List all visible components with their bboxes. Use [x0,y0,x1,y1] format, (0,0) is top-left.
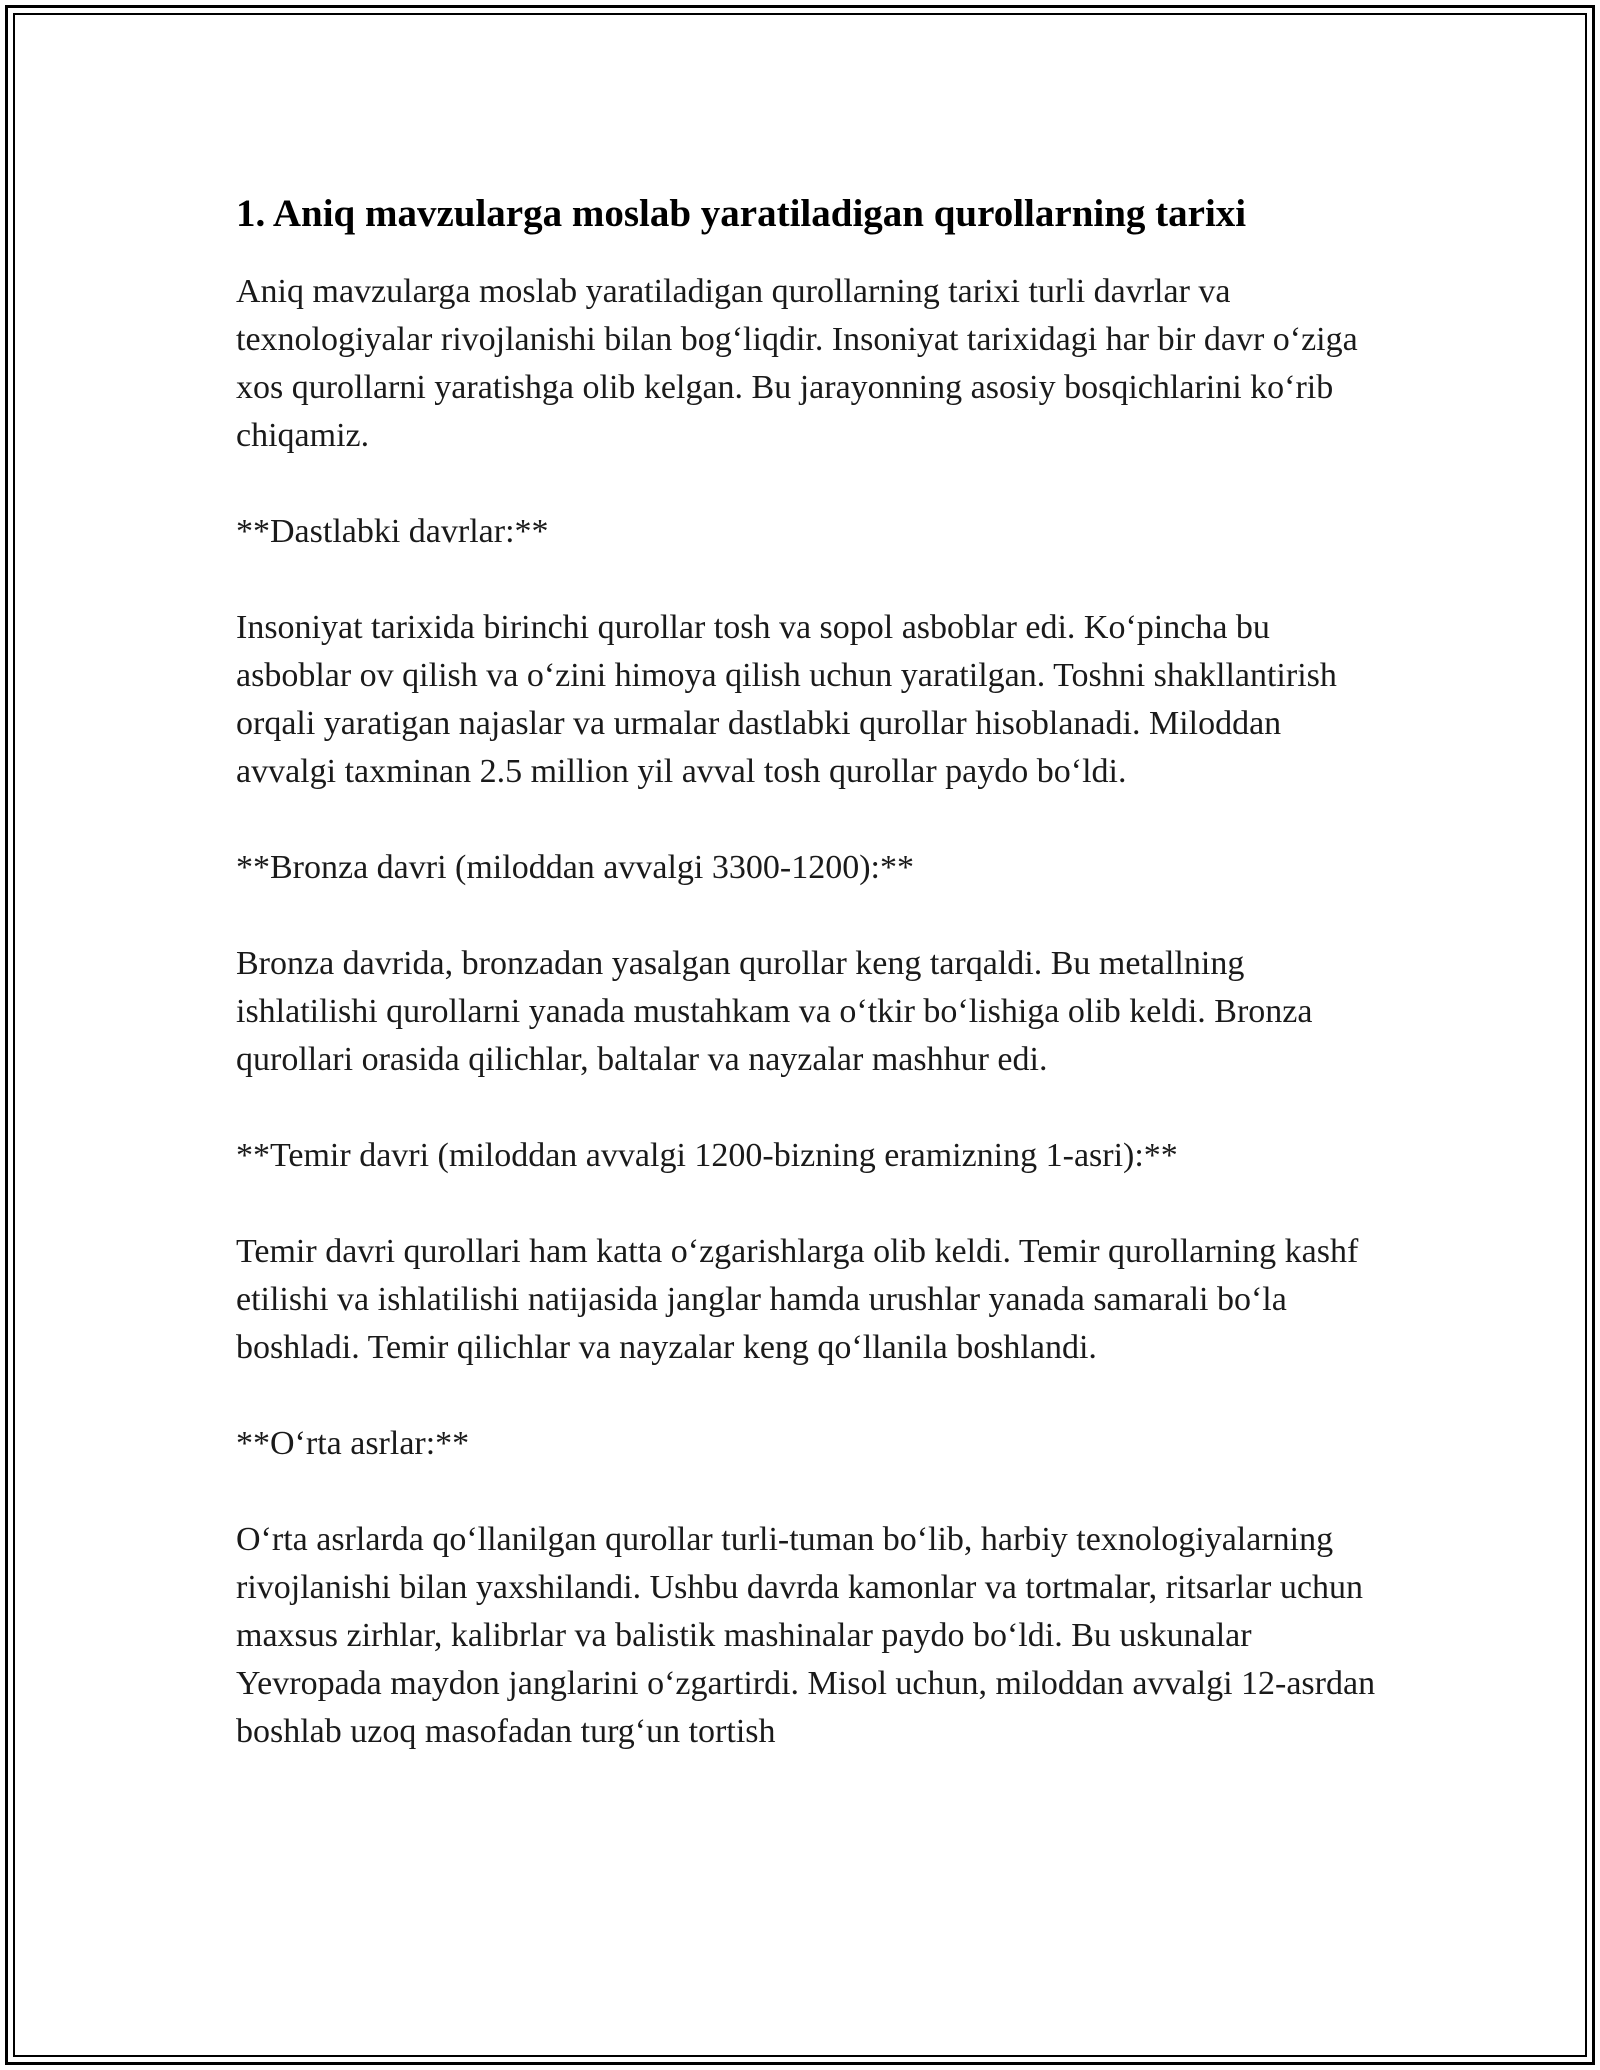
heading-iron-age: **Temir davri (miloddan avvalgi 1200-bizning eramizning 1-asri):** [236,1137,1178,1174]
paragraph-middle-ages: O‘rta asrlarda qo‘llanilgan qurollar turli-tuman bo‘lib, harbiy texnologiyalarning rivojlanishi bilan yaxshilandi. Ushbu davrda kamonlar va tortmalar, ritsarlar uchun maxsus zirhlar, kalibrlar va balistik mashinalar paydo bo‘ldi. Bu uskunalar Yevropada maydon janglarini o‘zgartirdi. Misol uchun, miloddan avvalgi 12-asrdan boshlab uzoq masofadan turg‘un tortish [236,1521,1376,1750]
paragraph-early-periods: Insoniyat tarixida birinchi qurollar tosh va sopol asboblar edi. Ko‘pincha bu asboblar ov qilish va o‘zini himoya qilish uchun yaratilgan. Toshni shakllantirish orqali yaratigan najaslar va urmalar dastlabki qurollar hisoblanadi. Miloddan avvalgi taxminan 2.5 million yil avval tosh qurollar paydo bo‘ldi. [236,609,1337,790]
heading-bronze-age: **Bronza davri (miloddan avvalgi 3300-1200):** [236,849,914,886]
heading-early-periods: **Dastlabki davrlar:** [236,513,549,550]
document-body [236,190,1376,1804]
paragraph-bronze-age: Bronza davrida, bronzadan yasalgan qurollar keng tarqaldi. Bu metallning ishlatilishi qurollarni yanada mustahkam va o‘tkir bo‘lishiga olib keldi. Bronza qurollari orasida qilichlar, baltalar va nayzalar mashhur edi. [236,945,1313,1078]
paragraph-iron-age: Temir davri qurollari ham katta o‘zgarishlarga olib keldi. Temir qurollarning kashf etilishi va ishlatilishi natijasida janglar hamda urushlar yanada samarali bo‘la boshladi. Temir qilichlar va nayzalar keng qo‘llanila boshlandi. [236,1233,1359,1366]
heading-middle-ages: **O‘rta asrlar:** [236,1425,470,1462]
section-title: 1. Aniq mavzularga moslab yaratiladigan qurollarning tarixi [236,192,1247,235]
intro-paragraph: Aniq mavzularga moslab yaratiladigan qurollarning tarixi turli davrlar va texnologiyalar rivojlanishi bilan bog‘liqdir. Insoniyat tarixidagi har bir davr o‘ziga xos qurollarni yaratishga olib kelgan. Bu jarayonning asosiy bosqichlarini ko‘rib chiqamiz. [236,273,1358,454]
